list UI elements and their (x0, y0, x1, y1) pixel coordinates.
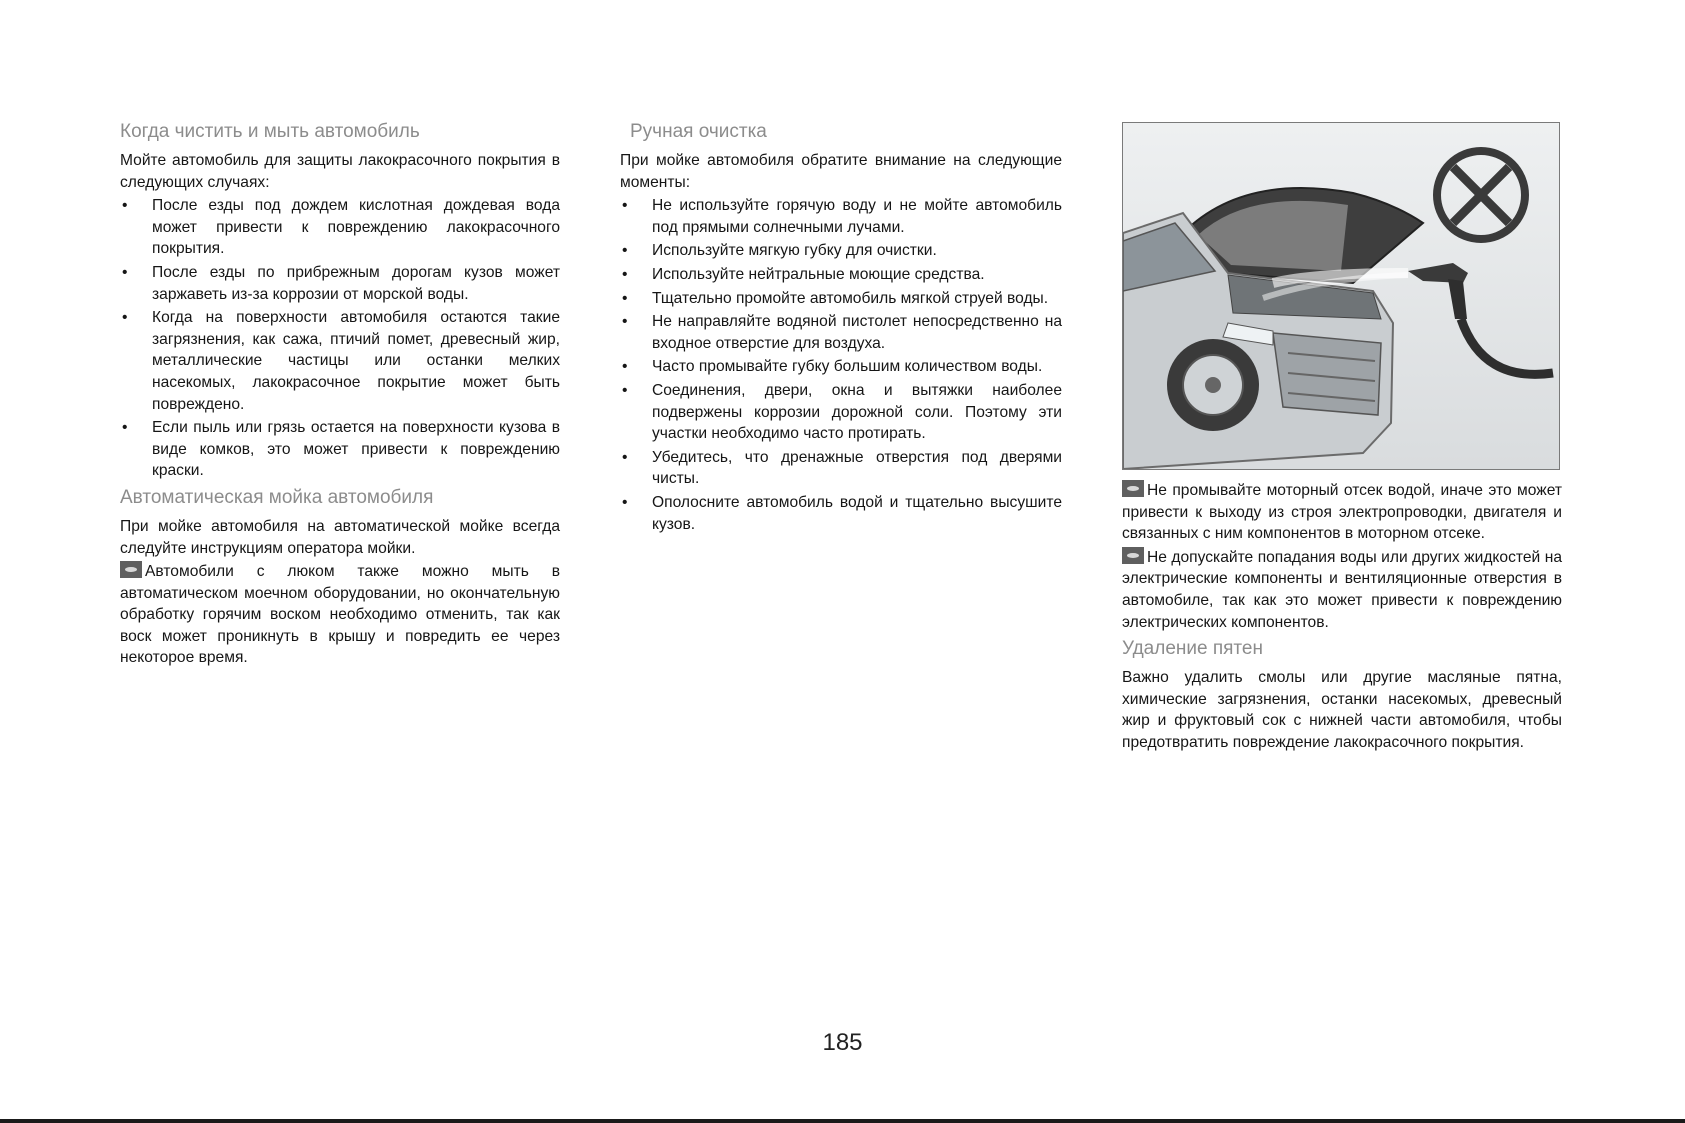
bullet-mark: • (622, 493, 628, 511)
bullet-mark: • (122, 309, 128, 327)
bullet-mark: • (622, 448, 628, 466)
list-item: • Не направляйте водяной пистолет непосредственно на входное отверстие для воздуха. (622, 313, 1062, 352)
bullet-list-manual-cleaning (620, 195, 1062, 535)
bullet-mark: • (122, 263, 128, 281)
bullet-mark: • (622, 289, 628, 307)
bullet-mark: • (622, 358, 628, 376)
column-middle (620, 116, 1062, 537)
list-item: • Ополосните автомобиль водой и тщательно высушите кузов. (622, 493, 1062, 533)
list-item: • После езды под дождем кислотная дождевая вода может привести к повреждению лакокрасочного покрытия. (122, 197, 560, 258)
list-item: • Если пыль или грязь остается на поверхности кузова в виде комков, это может привести к повреждению краски. (122, 419, 560, 480)
stain-removal-paragraph: Важно удалить смолы или другие масляные пятна, химические загрязнения, останки насекомых, древесный жир и фруктовый сок с нижней части автомобиля, чтобы предотвратить повреждение лакокрасочного покрытия. (1122, 669, 1562, 751)
bullet-list-when-to-wash (120, 195, 560, 482)
note-icon (120, 561, 142, 578)
note-icon (1122, 480, 1144, 497)
intro-paragraph: Мойте автомобиль для защиты лакокрасочного покрытия в следующих случаях: (120, 152, 560, 191)
automatic-wash-paragraph: При мойке автомобиля на автоматической мойке всегда следуйте инструкциям оператора мойки. (120, 517, 560, 557)
heading-automatic-wash: Автоматическая мойка автомобиля (120, 486, 434, 508)
list-item: • После езды по прибрежным дорогам кузов может заржаветь из-за коррозии от морской воды. (122, 263, 560, 303)
bullet-mark: • (622, 381, 628, 399)
bullet-mark: • (622, 313, 628, 331)
column-left (120, 116, 560, 669)
note-icon (1122, 547, 1144, 564)
bullet-mark: • (622, 197, 628, 215)
heading-manual-cleaning: Ручная очистка (630, 121, 767, 142)
bullet-mark: • (122, 419, 128, 437)
bullet-mark: • (122, 197, 128, 215)
car-illustration-icon (1123, 123, 1559, 469)
page-bottom-border (0, 1119, 1685, 1123)
warning-electrical: Не допускайте попадания воды или других жидкостей на электрические компоненты и вентиляционные отверстия в автомобиле, так как это может привести к повреждению электрических компонентов. (1122, 548, 1562, 631)
list-item: • Убедитесь, что дренажные отверстия под дверями чисты. (622, 448, 1062, 488)
heading-when-to-wash: Когда чистить и мыть автомобиль (120, 121, 420, 142)
list-item: • Когда на поверхности автомобиля остаются такие загрязнения, как сажа, птичий помет, древесный жир, металлические частицы или останки мелких насекомых, лакокрасочное покрытие может быть повреждено. (122, 309, 560, 413)
list-item: • Соединения, двери, окна и вытяжки наиболее подвержены коррозии дорожной соли. Поэтому эти участки необходимо часто протирать. (622, 381, 1062, 443)
list-item: • Используйте нейтральные моющие средства. (620, 264, 1062, 286)
intro-paragraph: При мойке автомобиля обратите внимание на следующие моменты: (620, 152, 1062, 191)
bullet-mark: • (622, 242, 628, 260)
list-item: • Тщательно промойте автомобиль мягкой струей воды. (620, 288, 1062, 310)
note-paragraph: Автомобили с люком также можно мыть в автоматическом моечном оборудовании, но окончательную обработку горячим воском необходимо отменить, так как воск может проникнуть в крышу и повредить ее через некоторое время. (120, 563, 560, 667)
column-right (1122, 116, 1562, 754)
page-number: 185 (822, 1029, 863, 1056)
list-item: • Часто промывайте губку большим количеством воды. (620, 356, 1062, 378)
list-item: • Не используйте горячую воду и не мойте автомобиль под прямыми солнечными лучами. (622, 197, 1062, 236)
car-engine-washing-prohibited-illustration (1122, 122, 1560, 470)
warning-engine-bay: Не промывайте моторный отсек водой, иначе это может привести к выходу из строя электропроводки, двигателя и связанных с ним компонентов в моторном отсеке. (1122, 482, 1562, 543)
list-item: • Используйте мягкую губку для очистки. (620, 240, 1062, 262)
bullet-mark: • (622, 265, 628, 283)
heading-stain-removal: Удаление пятен (1122, 638, 1263, 660)
